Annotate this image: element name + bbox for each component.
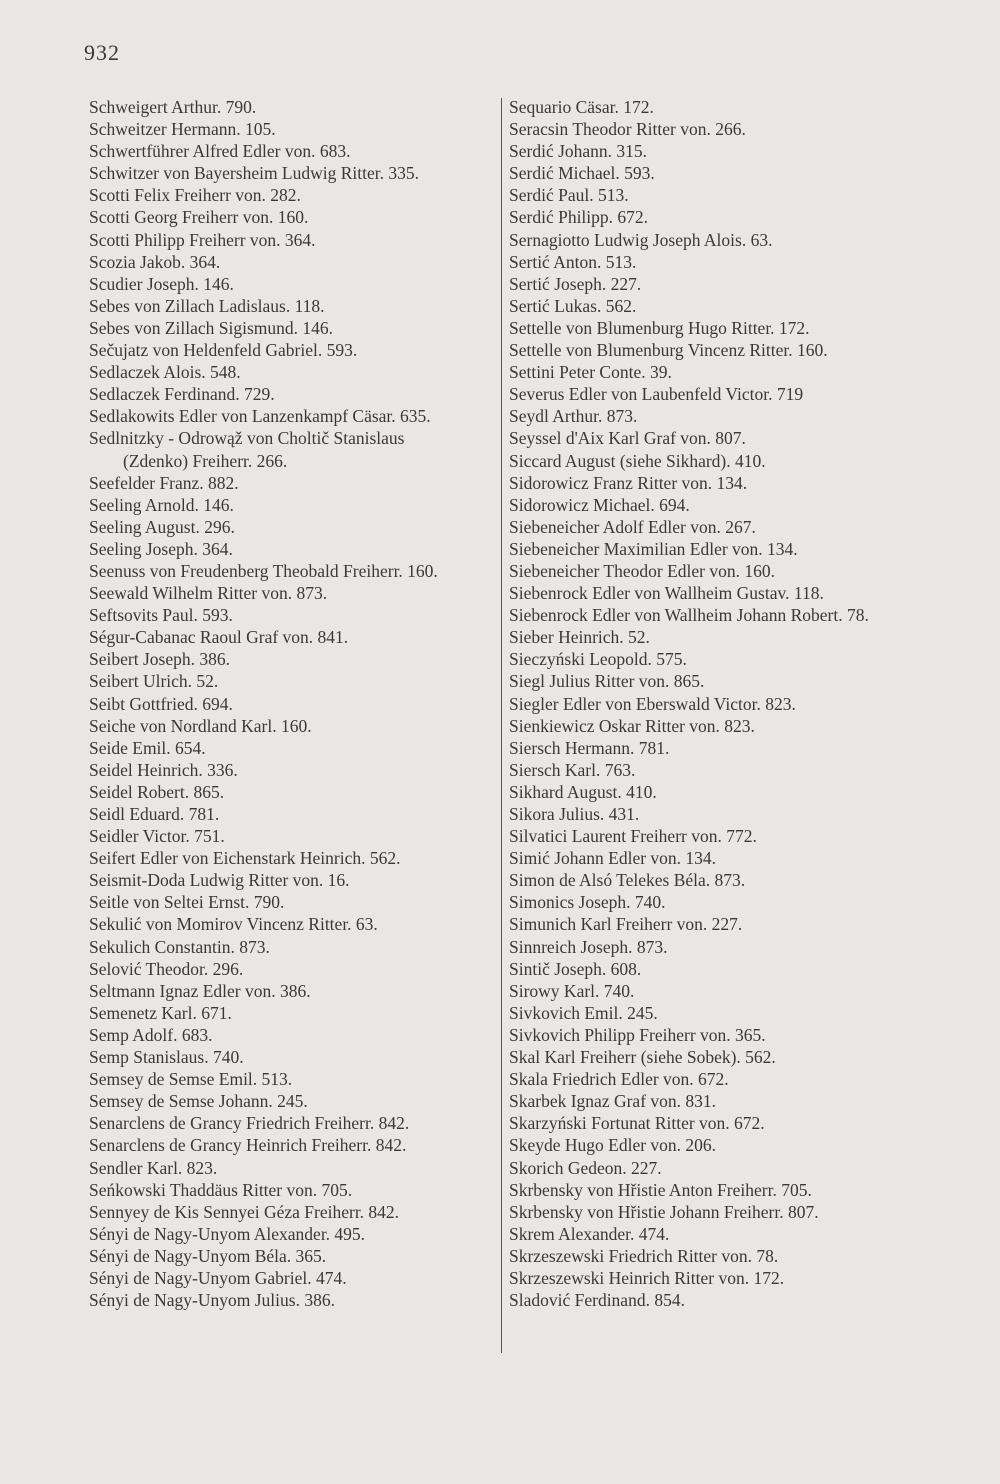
index-entry: Seydl Arthur. 873. [509, 406, 638, 427]
index-entry: Sekulich Constantin. 873. [89, 936, 270, 957]
index-entry: Severus Edler von Laubenfeld Victor. 719 [509, 384, 804, 405]
index-entry: Sényi de Nagy-Unyom Gabriel. 474. [89, 1267, 347, 1288]
index-entry: Silvatici Laurent Freiherr von. 772. [509, 826, 757, 847]
index-entry: Skrbensky von Hřistie Johann Freiherr. 807. [509, 1201, 819, 1222]
index-entry: Seidel Heinrich. 336. [89, 759, 238, 780]
index-entry: Schwertführer Alfred Edler von. 683. [89, 141, 351, 162]
index-entry: Sedlaczek Alois. 548. [89, 362, 241, 383]
index-entry: Serdić Johann. 315. [509, 141, 648, 162]
index-entry: Seeling Joseph. 364. [89, 538, 233, 559]
index-entry: Sedlaczek Ferdinand. 729. [89, 384, 275, 405]
index-entry: Skarzyński Fortunat Ritter von. 672. [509, 1113, 765, 1134]
index-entry: Sikhard August. 410. [509, 781, 657, 802]
index-entry: Simon de Alsó Telekes Béla. 873. [509, 870, 746, 891]
index-entry: Simonics Joseph. 740. [509, 892, 666, 913]
index-entry: Seibert Joseph. 386. [89, 649, 230, 670]
index-entry: Serdić Michael. 593. [509, 163, 655, 184]
index-entry: Sebes von Zillach Ladislaus. 118. [89, 295, 325, 316]
index-entry: Sebes von Zillach Sigismund. 146. [89, 317, 334, 338]
index-entry: Siersch Hermann. 781. [509, 737, 670, 758]
index-entry: Senarclens de Grancy Heinrich Freiherr. 842. [89, 1135, 407, 1156]
page-number: 932 [84, 40, 120, 65]
index-entry: Sertić Lukas. 562. [509, 295, 637, 316]
index-entry: Seibert Ulrich. 52. [89, 671, 219, 692]
index-entry: Sivkovich Emil. 245. [509, 1002, 658, 1023]
index-entry: Skarbek Ignaz Graf von. 831. [509, 1091, 717, 1112]
index-entry: Seefelder Franz. 882. [89, 472, 239, 493]
index-entry: Seitle von Seltei Ernst. 790. [89, 892, 285, 913]
index-entry: Senarclens de Grancy Friedrich Freiherr. 842. [89, 1113, 410, 1134]
index-entry: Semp Adolf. 683. [89, 1024, 213, 1045]
index-entry: Sernagiotto Ludwig Joseph Alois. 63. [509, 229, 773, 250]
index-entry: Sirowy Karl. 740. [509, 980, 635, 1001]
index-entry: Seeling Arnold. 146. [89, 494, 234, 515]
index-entry: Skala Friedrich Edler von. 672. [509, 1069, 729, 1090]
index-entry: Seltmann Ignaz Edler von. 386. [89, 980, 311, 1001]
index-entry: Sendler Karl. 823. [89, 1157, 218, 1178]
index-entry: Sidorowicz Michael. 694. [509, 494, 690, 515]
index-entry: Seftsovits Paul. 593. [89, 605, 233, 626]
index-entry: Sennyey de Kis Sennyei Géza Freiherr. 842. [89, 1201, 400, 1222]
index-entry: Siebeneicher Theodor Edler von. 160. [509, 560, 775, 581]
index-entry: Seewald Wilhelm Ritter von. 873. [89, 583, 328, 604]
index-entry: Sidorowicz Franz Ritter von. 134. [509, 472, 748, 493]
index-entry: Scudier Joseph. 146. [89, 273, 234, 294]
index-entry: Settelle von Blumenburg Vincenz Ritter. 160. [509, 340, 828, 361]
index-column-right [509, 96, 924, 1311]
index-entry: Seidl Eduard. 781. [89, 804, 220, 824]
index-entry: Sečujatz von Heldenfeld Gabriel. 593. [89, 340, 358, 361]
index-entry: (Zdenko) Freiherr. 266. [123, 450, 288, 471]
column-divider [501, 98, 502, 1353]
index-entry: Sedlnitzky - Odrowąž von Choltič Stanislaus [89, 428, 405, 449]
index-entry: Seńkowski Thaddäus Ritter von. 705. [89, 1179, 353, 1200]
index-entry: Serdić Paul. 513. [509, 185, 629, 206]
index-entry: Seidler Victor. 751. [89, 826, 225, 847]
index-entry: Semsey de Semse Johann. 245. [89, 1091, 308, 1112]
index-entry: Seifert Edler von Eichenstark Heinrich. 562. [89, 848, 401, 869]
index-entry: Semenetz Karl. 671. [89, 1002, 232, 1023]
index-entry: Siebenrock Edler von Wallheim Gustav. 118. [509, 583, 824, 604]
index-entry: Scotti Felix Freiherr von. 282. [89, 185, 301, 206]
index-entry: Selović Theodor. 296. [89, 958, 244, 979]
index-entry: Seracsin Theodor Ritter von. 266. [509, 119, 746, 140]
index-entry: Siebeneicher Maximilian Edler von. 134. [509, 538, 798, 559]
index-entry: Serdić Philipp. 672. [509, 207, 649, 228]
index-entry: Seidel Robert. 865. [89, 781, 225, 802]
index-entry: Sivkovich Philipp Freiherr von. 365. [509, 1024, 766, 1045]
index-entry: Ségur-Cabanac Raoul Graf von. 841. [89, 627, 349, 648]
index-entry: Siegl Julius Ritter von. 865. [509, 671, 705, 692]
index-entry: Simunich Karl Freiherr von. 227. [509, 914, 743, 935]
index-entry: Skrzeszewski Friedrich Ritter von. 78. [509, 1245, 779, 1266]
index-entry: Sieczyński Leopold. 575. [509, 649, 687, 670]
index-entry: Sladović Ferdinand. 854. [509, 1290, 685, 1311]
index-entry: Siebeneicher Adolf Edler von. 267. [509, 516, 756, 537]
index-entry: Sequario Cäsar. 172. [509, 97, 654, 117]
index-entry: Sényi de Nagy-Unyom Julius. 386. [89, 1290, 335, 1311]
index-entry: Scotti Georg Freiherr von. 160. [89, 207, 309, 228]
index-column-left [89, 96, 499, 1311]
index-entry: Settelle von Blumenburg Hugo Ritter. 172. [509, 317, 810, 338]
index-entry: Sintič Joseph. 608. [509, 958, 642, 979]
index-entry: Schweitzer Hermann. 105. [89, 119, 276, 140]
index-entry: Skorich Gedeon. 227. [509, 1157, 662, 1178]
index-entry: Seeling August. 296. [89, 516, 235, 537]
index-entry: Sinnreich Joseph. 873. [509, 936, 668, 957]
index-entry: Seiche von Nordland Karl. 160. [89, 715, 312, 736]
index-entry: Sedlakowits Edler von Lanzenkampf Cäsar. 635. [89, 406, 431, 427]
index-entry: Sieber Heinrich. 52. [509, 627, 650, 648]
index-entry: Schwitzer von Bayersheim Ludwig Ritter. 335. [89, 163, 420, 184]
index-entry: Seismit-Doda Ludwig Ritter von. 16. [89, 870, 350, 891]
index-entry: Skal Karl Freiherr (siehe Sobek). 562. [509, 1047, 776, 1068]
index-entry: Semp Stanislaus. 740. [89, 1047, 244, 1068]
index-entry: Sikora Julius. 431. [509, 804, 640, 824]
index-entry: Seide Emil. 654. [89, 737, 206, 758]
index-entry: Sertić Joseph. 227. [509, 273, 642, 294]
index-entry: Siebenrock Edler von Wallheim Johann Robert. 78. [509, 605, 869, 626]
index-entry: Skeyde Hugo Edler von. 206. [509, 1135, 717, 1156]
index-entry: Skrem Alexander. 474. [509, 1223, 670, 1244]
index-entry: Schweigert Arthur. 790. [89, 97, 257, 117]
index-entry: Semsey de Semse Emil. 513. [89, 1069, 293, 1090]
index-entry: Seenuss von Freudenberg Theobald Freiherr. 160. [89, 560, 438, 581]
index-entry: Scotti Philipp Freiherr von. 364. [89, 229, 316, 250]
index-entry: Sertić Anton. 513. [509, 251, 637, 272]
index-entry: Sényi de Nagy-Unyom Béla. 365. [89, 1245, 327, 1266]
index-entry: Siersch Karl. 763. [509, 759, 636, 780]
index-entry: Seyssel d'Aix Karl Graf von. 807. [509, 428, 746, 449]
index-entry: Seibt Gottfried. 694. [89, 693, 233, 714]
index-entry: Siegler Edler von Eberswald Victor. 823. [509, 693, 796, 714]
index-entry: Skrbensky von Hřistie Anton Freiherr. 705. [509, 1179, 812, 1200]
index-entry: Sényi de Nagy-Unyom Alexander. 495. [89, 1223, 366, 1244]
index-entry: Sienkiewicz Oskar Ritter von. 823. [509, 715, 755, 736]
index-entry: Siccard August (siehe Sikhard). 410. [509, 450, 766, 471]
index-entry: Sekulić von Momirov Vincenz Ritter. 63. [89, 914, 378, 935]
index-entry: Skrzeszewski Heinrich Ritter von. 172. [509, 1267, 785, 1288]
index-entry: Scozia Jakob. 364. [89, 251, 221, 272]
index-entry: Settini Peter Conte. 39. [509, 362, 672, 383]
index-entry: Simić Johann Edler von. 134. [509, 848, 717, 869]
